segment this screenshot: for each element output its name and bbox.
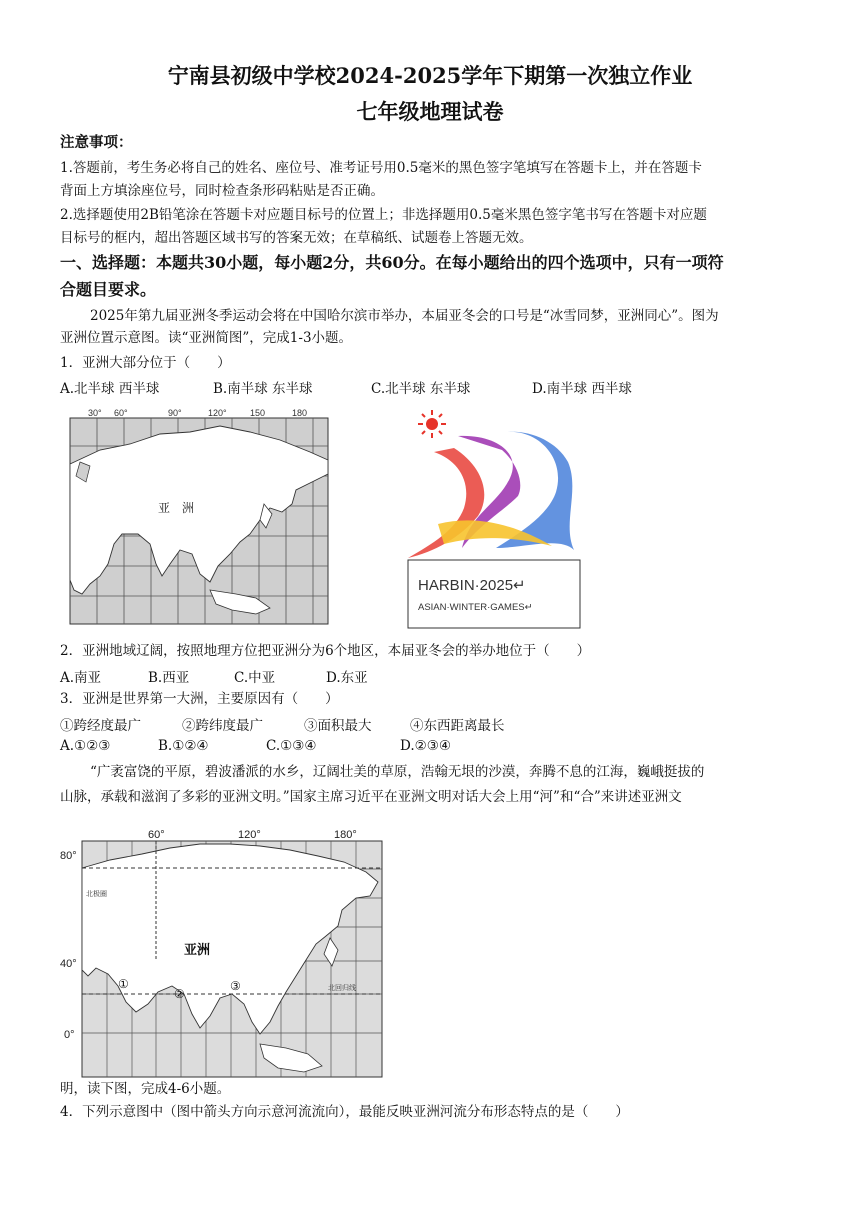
- arctic-circle-label: 北极圈: [86, 890, 107, 898]
- option-a[interactable]: A.南亚: [60, 670, 102, 686]
- passage-line: 山脉，承载和滋润了多彩的亚洲文明。”国家主席习近平在亚洲文明对话大会上用“河”和“合”来讲述亚洲文: [60, 789, 682, 805]
- lon-label: 90°: [168, 408, 182, 418]
- harbin-asian-winter-games-logo: [398, 404, 586, 630]
- lat-label: 40°: [60, 958, 77, 970]
- question-stem: 2．亚洲地域辽阔，按照地理方位把亚洲分为6个地区，本届亚冬会的举办地位于（ ）: [60, 643, 591, 659]
- lon-label: 180: [292, 408, 308, 418]
- option-d[interactable]: D.南半球 西半球: [532, 381, 632, 397]
- passage-line: 2025年第九届亚洲冬季运动会将在中国哈尔滨市举办，本届亚冬会的口号是“冰雪同梦，亚洲同心”。图为: [90, 308, 719, 324]
- notice-line: 1.答题前，考生务必将自己的姓名、座位号、准考证号用0.5毫米的黑色签字笔填写在答题卡上，并在答题卡: [60, 160, 702, 176]
- marker-1: ①: [118, 977, 129, 991]
- passage-line: 亚洲位置示意图。读“亚洲简图”，完成1-3小题。: [60, 330, 353, 346]
- notice-heading: 注意事项：: [60, 134, 133, 151]
- option-d[interactable]: D.②③④: [400, 738, 451, 754]
- option-b[interactable]: B.南半球 东半球: [213, 381, 313, 397]
- exam-title: 宁南县初级中学校2024-2025学年下期第一次独立作业: [167, 63, 693, 88]
- lon-label: 150: [250, 408, 266, 418]
- tropic-label: 北回归线: [328, 984, 356, 992]
- lat-label: 0°: [64, 1029, 75, 1041]
- notice-line: 2.选择题使用2B铅笔涂在答题卡对应题目标号的位置上；非选择题用0.5毫米黑色签字笔书写在答题卡对应题: [60, 207, 707, 223]
- option-b[interactable]: B.西亚: [148, 670, 190, 686]
- reason-item: ②跨纬度最广: [182, 718, 263, 734]
- reason-item: ①跨经度最广: [60, 718, 141, 734]
- notice-line: 背面上方填涂座位号，同时检查条形码粘贴是否正确。: [60, 183, 384, 199]
- reason-row: [60, 714, 660, 732]
- lon-label: 30°: [88, 408, 102, 418]
- lon-label: 120°: [238, 829, 261, 841]
- option-c[interactable]: C.①③④: [266, 738, 317, 754]
- passage-line: “广袤富饶的平原，碧波潘派的水乡，辽阔壮美的草原，浩翰无垠的沙漠，奔腾不息的江海，巍峨挺拔的: [90, 764, 705, 780]
- lon-label: 60°: [114, 408, 128, 418]
- option-a[interactable]: A.①②③: [60, 738, 111, 754]
- option-d[interactable]: D.东亚: [326, 670, 368, 686]
- notice-line: 目标号的框内，超出答题区域书写的答案无效；在草稿纸、试题卷上答题无效。: [60, 230, 533, 246]
- marker-2: ②: [174, 987, 185, 1001]
- passage-line: 明，读下图，完成4-6小题。: [60, 1081, 231, 1097]
- continent-label: 亚洲: [184, 943, 211, 958]
- reason-item: ④东西距离最长: [410, 718, 505, 734]
- question-stem: 4．下列示意图中（图中箭头方向示意河流流向），最能反映亚洲河流分布形态特点的是（ ）: [60, 1104, 629, 1120]
- question-stem: 3．亚洲是世界第一大洲，主要原因有（ ）: [60, 691, 339, 707]
- lon-label: 180°: [334, 829, 357, 841]
- asia-river-map: [60, 826, 390, 1078]
- section-heading: 一、选择题：本题共30小题，每小题2分，共60分。在每小题给出的四个选项中，只有一项符: [60, 253, 724, 272]
- option-c[interactable]: C.中亚: [234, 670, 276, 686]
- option-b[interactable]: B.①②④: [158, 738, 209, 754]
- lat-label: 80°: [60, 850, 77, 862]
- marker-3: ③: [230, 979, 241, 993]
- sun-icon: [418, 410, 446, 438]
- lon-label: 60°: [148, 829, 165, 841]
- option-c[interactable]: C.北半球 东半球: [371, 381, 471, 397]
- logo-text-harbin: HARBIN·2025↵: [418, 577, 526, 594]
- reason-item: ③面积最大: [304, 718, 372, 734]
- asia-location-map: [60, 404, 345, 630]
- option-a[interactable]: A.北半球 西半球: [60, 381, 160, 397]
- option-row: [60, 666, 460, 684]
- section-heading: 合题目要求。: [60, 280, 157, 299]
- option-row: [60, 738, 660, 756]
- continent-label: 亚 洲: [158, 501, 195, 515]
- option-row: [60, 377, 760, 395]
- logo-text-games: ASIAN·WINTER·GAMES↵: [418, 602, 533, 613]
- lon-label: 120°: [208, 408, 227, 418]
- question-stem: 1．亚洲大部分位于（ ）: [60, 355, 231, 371]
- exam-subtitle: 七年级地理试卷: [356, 99, 504, 124]
